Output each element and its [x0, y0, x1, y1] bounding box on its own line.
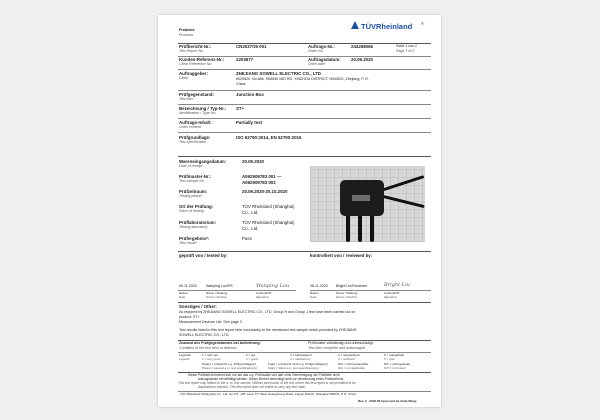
type-value: ST+ — [236, 106, 245, 111]
other-line1: As required by ZHEJIANG SOWELL ELECTRIC CO., LTD, Group H and Group J test have been carried out on — [179, 310, 356, 314]
sample-no-label-en: Test sample No. — [179, 179, 205, 183]
order-content-label: Auftrags-Inhalt: — [179, 120, 212, 125]
products-label: Products — [179, 33, 194, 37]
condition-value-en: Test item complete and undamaged — [308, 346, 366, 350]
divider — [178, 118, 431, 119]
other-line2: product: ST+ — [179, 315, 200, 319]
divider — [178, 156, 431, 157]
divider — [178, 43, 431, 44]
col-name-en: Name / Position — [336, 295, 358, 299]
legend-grade: 3 = befriedigend — [290, 353, 312, 357]
test-item-label: Prüfgegenstand: — [179, 92, 214, 97]
col-signature: Unterschrift — [384, 291, 400, 295]
legend-grade: 5 = mangelhaft — [384, 353, 404, 357]
legend-grade: 2 = gut — [246, 353, 256, 357]
col-date: Datum — [179, 291, 188, 295]
tested-by-label: geprüft von / tested by: — [179, 253, 228, 258]
col-signature: Unterschrift — [256, 291, 272, 295]
legend-grade-en: 2 = good — [246, 357, 258, 361]
page-de: Seite 1 von 2 — [396, 44, 417, 48]
receipt-date-value: 20.09.2020 — [242, 159, 264, 164]
cable — [346, 214, 350, 242]
col-name: Name / Stellung — [336, 291, 358, 295]
condition-label-en: Condition of the test item at delivery: — [179, 346, 238, 350]
legend-label-en: Legend: — [179, 357, 190, 361]
legend-status: N/A = nicht anwendbar — [338, 362, 369, 366]
cable — [370, 214, 374, 242]
client-ref-label-en: Client Reference No. — [179, 62, 213, 66]
product-label — [352, 195, 370, 201]
client-name: ZHEJIANG SOWELL ELECTRIC CO., LTD — [236, 71, 321, 76]
tester-signature: Wanping Lou — [256, 283, 290, 289]
divider — [178, 251, 431, 252]
condition-value: Prüfmuster vollständig und unbeschädigt — [308, 341, 373, 345]
client-address-line1: #020520, No.686, SIMING MID RD, YINZHOU DISTRICT, NINGBO, Zhejiang, P. R. — [236, 77, 369, 81]
test-item-label-en: Test item — [179, 97, 194, 101]
order-no-value: 244268066 — [351, 44, 373, 49]
place-label-en: Place of testing — [179, 209, 204, 213]
lab-value1: TÜV Rheinland (Shanghai) — [242, 220, 295, 225]
col-date-en: Date — [179, 295, 186, 299]
col-date-en: Date — [310, 295, 317, 299]
divider — [178, 290, 296, 291]
legend-grade-en: 3 = satisfactory — [290, 357, 311, 361]
order-date-label: Auftragsdatum: — [308, 57, 341, 62]
legend-status: F(ail) = entspricht nicht o.g. Prüfgrundlage(n) — [268, 362, 328, 366]
lab-label-en: Testing laboratory — [179, 225, 208, 229]
test-spec-label-en: Test specification — [179, 140, 207, 144]
divider — [178, 132, 431, 133]
tuv-logo-icon — [351, 21, 359, 29]
order-date-label-en: Order date — [308, 62, 326, 66]
legend-status-en: N/T = not tested — [384, 366, 406, 370]
legend-status-en: N/A = not applicable — [338, 366, 365, 370]
produkte-label: Produkte — [179, 28, 195, 32]
test-spec-value: ISO 62790:2014, EN 62790:2016 — [236, 135, 302, 140]
divider — [310, 290, 431, 291]
cable — [358, 214, 362, 242]
legend-status-en: F(ail) = failed a.m. test specification(s) — [268, 366, 319, 370]
tested-date: 06.11.2020 — [179, 284, 197, 288]
client-label: Auftraggeber: — [179, 71, 209, 76]
revision-note: Rev. 2 - 2018-05 Approved by Andy Wang — [358, 399, 417, 403]
col-date: Datum — [310, 291, 319, 295]
lab-address: TÜV Rheinland (Shanghai) Co., Ltd. No.177, 178, Lane 777 West Guangzhong Road, Jing'an District, Shanghai 200072, P. R. China — [180, 392, 356, 396]
disclaimer-de-2: auszugsweise vervielfältigt werden. Dieser Bericht berechtigt nicht zur Verwendung eines Prüfzeichens. — [198, 377, 344, 381]
result-value: Pass — [242, 236, 252, 241]
place-value1: TÜV Rheinland (Shanghai) — [242, 204, 295, 209]
divider — [178, 302, 431, 303]
client-ref-label: Kunden-Referenz-Nr.: — [179, 57, 225, 62]
testing-period-label: Prüfzeitraum: — [179, 189, 208, 194]
order-date-value: 20.09.2020 — [351, 57, 373, 62]
sample-no-value1: A062909783 001 — — [242, 174, 282, 179]
sample-no-label: Prüfmuster-Nr.: — [179, 174, 212, 179]
test-spec-label: Prüfgrundlage: — [179, 135, 211, 140]
report-no-label: Prüfbericht-Nr.: — [179, 44, 212, 49]
place-value2: Co., Ltd. — [242, 210, 259, 215]
reviewed-by-label: kontrolliert von / reviewed by: — [310, 253, 373, 258]
report-no-value: CN2027O5 001 — [236, 44, 267, 49]
other-line5: SOWELL ELECTRIC CO., LTD. — [179, 333, 230, 337]
legend-status-en: P(ass) = passed a.m. test specification(s) — [202, 366, 257, 370]
sample-no-value2: A062909783 002 — [242, 180, 276, 185]
order-no-label-en: Order No. — [308, 49, 324, 53]
result-label-en: Test result* — [179, 241, 197, 245]
junction-box — [340, 180, 384, 216]
order-content-value: Partially test — [236, 120, 263, 125]
type-label-en: Identification / Type No. — [179, 111, 217, 115]
page-en: Page 1 of 2 — [396, 49, 415, 53]
disclaimer-en-2: duplicated in extracts. This test report does not entitle to carry any test mark. — [198, 385, 306, 389]
place-label: Ort der Prüfung: — [179, 204, 214, 209]
disclaimer-de: Dieser Prüfbericht bezieht sich nur auf das o.g. Prüfmuster und darf ohne Genehmigung der Prüfstelle nicht — [188, 373, 340, 377]
legend-grade-en: 4 = sufficient — [338, 357, 355, 361]
legend-status: N/T = nicht getestet — [384, 362, 411, 366]
divider — [178, 104, 431, 105]
other-label: Sonstiges / Other: — [179, 304, 217, 309]
legend-grade: 4 = ausreichend — [338, 353, 360, 357]
condition-label: Zustand des Prüfgegenstandes bei Anlieferung: — [179, 341, 261, 345]
divider — [178, 69, 431, 70]
col-name: Name / Stellung — [206, 291, 228, 295]
result-label: Prüfergebnis*: — [179, 236, 210, 241]
type-label: Bezeichnung / Typ-Nr.: — [179, 106, 227, 111]
other-line3: Measurement Devices List: See page 2. — [179, 320, 243, 324]
legend-label: Legende: — [179, 353, 192, 357]
other-line4: Test results listed in this test report refer exclusively to the mentioned test sample which provided by ZHEJIANG — [179, 328, 357, 332]
testing-period-label-en: Testing period — [179, 194, 202, 198]
legend-grade: 1 = sehr gut — [202, 353, 218, 357]
legend-status: P(ass) = entspricht o.g. Prüfgrundlage(n) — [202, 362, 257, 366]
client-ref-value: 2203677 — [236, 57, 254, 62]
reviewed-date: 06.11.2020 — [310, 284, 328, 288]
test-report-page — [158, 15, 441, 407]
order-content-label-en: Order content — [179, 125, 201, 129]
order-no-label: Auftrags-Nr.: — [308, 44, 335, 49]
col-name-en: Name / Position — [206, 295, 228, 299]
col-signature-en: Signature — [384, 295, 397, 299]
disclaimer-en: This test report only relates to the a. m. test sample. Without permission of the test center this test report is not permitted to be — [178, 381, 356, 385]
testing-period-value: 20.09.2020-20.10.2020 — [242, 189, 288, 194]
divider — [178, 90, 431, 91]
lab-label: Prüflaboratorium: — [179, 220, 217, 225]
logo-registered: ® — [421, 21, 424, 26]
client-address-line2: China — [236, 82, 246, 86]
report-no-label-en: Test Report No. — [179, 49, 205, 53]
tested-name: Wanping Lou/PE — [206, 284, 233, 288]
test-item-value: Junction Box — [236, 92, 264, 97]
legend-grade-en: 1 = very good — [202, 357, 221, 361]
reviewed-name: Bright Liu/Reviewer — [336, 284, 368, 288]
receipt-date-label: Wareneingangsdatum: — [179, 159, 227, 164]
col-signature-en: Signature — [256, 295, 269, 299]
legend-grade-en: 5 = poor — [384, 357, 396, 361]
receipt-date-label-en: Date of receipt — [179, 164, 203, 168]
junction-box-photo — [310, 166, 425, 242]
client-label-en: Client — [179, 76, 189, 80]
lab-value2: Co., Ltd. — [242, 226, 259, 231]
tuv-logo-text: TÜVRheinland — [361, 22, 413, 31]
reviewer-signature: Bright Liu — [384, 282, 410, 288]
